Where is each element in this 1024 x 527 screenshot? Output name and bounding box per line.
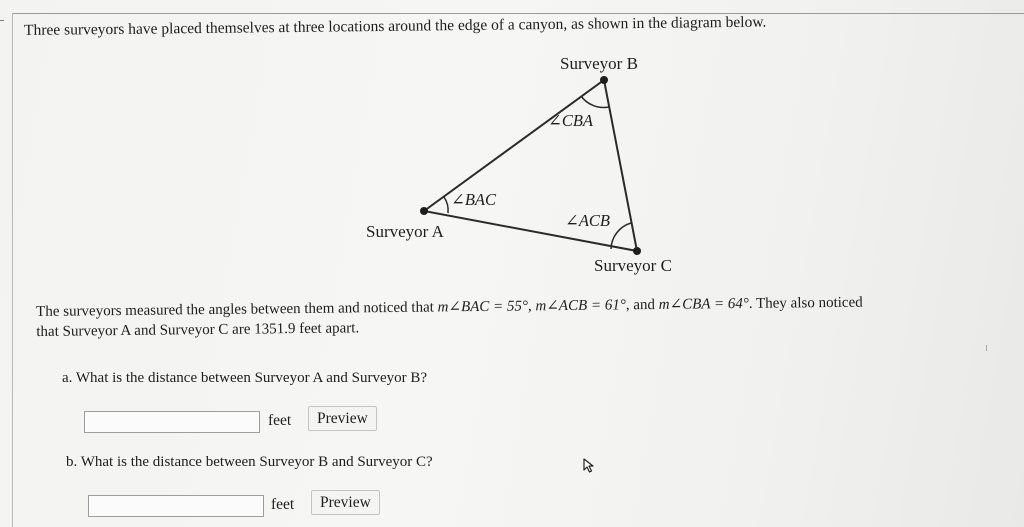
- measurement-separator-1: ,: [527, 298, 536, 315]
- arc-cba: [581, 96, 609, 108]
- problem-intro: Three surveyors have placed themselves at three locations around the edge of a canyon, as shown in the diagram below.: [24, 13, 767, 39]
- answer-b-unit: feet: [271, 496, 295, 513]
- answer-b-input[interactable]: [88, 495, 264, 517]
- angle-cba-measure: m∠CBA = 64°: [658, 295, 749, 313]
- angle-bac-measure: m∠BAC = 55°: [437, 298, 529, 316]
- measurement-line-2: that Surveyor A and Surveyor C are 1351.9 feet apart.: [36, 320, 360, 340]
- mouse-cursor-icon: [583, 458, 597, 479]
- edge-mark: [986, 345, 987, 351]
- surveyor-a-label: Surveyor A: [366, 222, 444, 241]
- angle-bac-label: ∠BAC: [451, 190, 496, 209]
- vertex-b: [600, 76, 608, 84]
- question-b-text: b. What is the distance between Surveyor B and Surveyor C?: [66, 454, 433, 470]
- measurement-lead: The surveyors measured the angles between them and noticed that: [36, 299, 438, 320]
- arc-acb: [611, 223, 631, 249]
- arc-bac: [444, 197, 448, 213]
- angle-acb-label: ∠ACB: [565, 211, 610, 230]
- measurement-separator-2: , and: [625, 296, 659, 314]
- surveyor-c-label: Surveyor C: [594, 256, 672, 275]
- measurement-statement: [36, 293, 863, 342]
- preview-b-button[interactable]: Preview: [311, 490, 380, 515]
- vertex-c: [633, 247, 641, 255]
- surveyor-b-label: Surveyor B: [560, 54, 638, 73]
- angle-cba-label: ∠CBA: [548, 111, 593, 130]
- measurement-tail: . They also noticed: [748, 294, 863, 312]
- answer-a-input[interactable]: [84, 411, 260, 433]
- question-a-text: a. What is the distance between Surveyor A and Surveyor B?: [62, 370, 428, 386]
- answer-a-unit: feet: [268, 412, 292, 429]
- preview-a-button[interactable]: Preview: [308, 406, 377, 431]
- vertex-a: [420, 207, 428, 215]
- angle-acb-measure: m∠ACB = 61°: [535, 297, 626, 315]
